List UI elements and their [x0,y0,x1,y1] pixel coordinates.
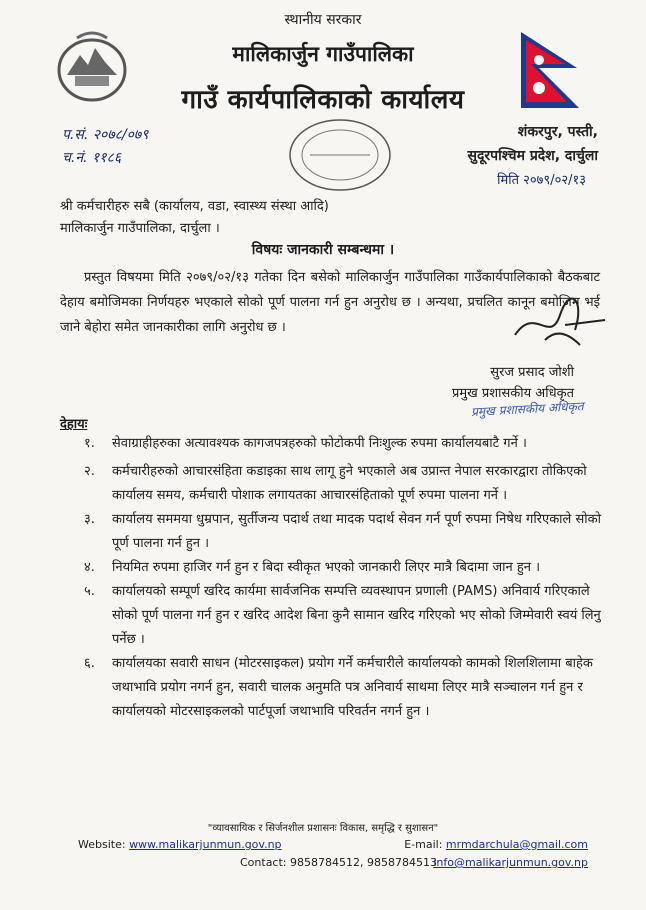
header-municipality: मालिकार्जुन गाउँपालिका [232,42,414,66]
subject-line: विषयः जानकारी सम्बन्धमा । [251,242,395,258]
footer-email [404,838,588,851]
body-paragraph: प्रस्तुत विषयमा मिति २०७९/०२/१३ गतेका दिन बसेको मालिकार्जुन गाउँपालिका गाउँकार्यपालिकाको बैठकबाट देहाय बमोजिमका निर्णयहरु भएकाले सोको पूर्ण पालना गर्न हुन अनुरोध छ । अन्यथा, प्रचलित कानून बमोजिम भई जाने बेहोरा समेत जानकारीका लागि अनुरोध छ । [60,270,600,335]
list-item [84,580,604,652]
info-email-link[interactable]: info@malikarjunmun.gov.np [433,856,588,869]
addressee-line2: मालिकार्जुन गाउँपालिका, दार्चुला । [60,221,220,236]
list-item [84,652,604,724]
ref-cn: च.नं. ११८६ [62,150,122,166]
ref-ps: प.सं. २०७८/०७९ [62,127,149,143]
letter-date: मिति २०७९/०२/१३ [497,173,586,188]
header-local-government: स्थानीय सरकार [284,12,362,28]
footer-website [78,838,282,851]
point-text: कार्यालयका सवारी साधन (मोटरसाइकल) प्रयोग गर्ने कर्मचारीले कार्यालयको कामको शिलशिलामा बाहेक जथाभावि प्रयोग नगर्न हुन, सवारी चालक अनुमति पत्र अनिवार्य साथमा लिएर मात्रै सञ्चालन गर्न हुन र कार्यालयको मोटरसाइकलको पार्टपूर्जा जथाभावि परिवर्तन नगर्न हुन । [112,656,593,719]
list-item [84,432,604,456]
signature-icon [505,295,615,355]
list-item [84,508,604,556]
point-text: कार्यालय सममया धुम्रपान, सुर्तीजन्य पदार्थ तथा मादक पदार्थ सेवन गर्न पूर्ण रुपमा निषेध गरिएकाले सोको पूर्ण पालना गर्न हुन । [112,512,601,551]
footer-contact: Contact: 9858784512, 9858784513 [240,856,437,869]
point-text: कर्मचारीहरुको आचारसंहिता कडाइका साथ लागू हुने भएकाले अब उप्रान्त नेपाल सरकारद्वारा तोकिएको कार्यालय समय, कर्मचारी पोशाक लगायतका आचारसंहिताको पूर्ण रुपमा पालना गर्ने । [112,464,587,503]
place-line1: शंकरपुर, पस्ती, [517,124,598,140]
signatory-name: सुरज प्रसाद जोशी [490,365,574,380]
point-text: कार्यालयको सम्पूर्ण खरिद कार्यमा सार्वजनिक सम्पत्ति व्यवस्थापन प्रणाली (PAMS) अनिवार्य गरिएकाले सोको पूर्ण पालना गर्न हुन र खरिद आदेश बिना कुनै सामान खरिद गरिएको भए सोको जिम्मेवारी स्वयं लिनु पर्नेछ । [112,584,601,647]
email-link[interactable]: mrmdarchula@gmail.com [445,838,588,851]
signatory-stamp: प्रमुख प्रशासकीय अधिकृत [471,399,585,419]
list-item [84,556,604,580]
point-number: १. [84,436,95,451]
point-number: २. [84,464,95,479]
point-number: ५. [84,584,95,599]
points-heading: देहायः [60,417,88,432]
point-text: नियमित रुपमा हाजिर गर्न हुन र बिदा स्वीकृत भएको जानकारी लिएर मात्रै बिदामा जान हुन । [112,560,541,575]
point-number: ६. [84,656,95,671]
list-item [84,460,604,508]
website-link[interactable]: www.malikarjunmun.gov.np [129,838,282,851]
signatory-title: प्रमुख प्रशासकीय अधिकृत [451,386,574,401]
place-line2: सुदूरपश्चिम प्रदेश, दार्चुला [467,148,598,164]
addressee-line1: श्री कर्मचारीहरु सबै (कार्यालय, वडा, स्वास्थ्य संस्था आदि) [60,199,329,214]
header-office: गाउँ कार्यपालिकाको कार्यालय [181,85,465,115]
footer-slogan: "व्यावसायिक र सिर्जनशील प्रशासनः विकास, समृद्धि र सुशासन" [207,823,439,834]
point-number: ४. [84,560,95,575]
website-label: Website: [78,838,126,851]
office-stamp-icon [285,115,395,195]
point-text: सेवाग्राहीहरुका अत्यावश्यक कागजपत्रहरुको फोटोकपी निःशुल्क रुपमा कार्यालयबाटै गर्ने । [112,436,527,451]
point-number: ३. [84,512,95,527]
email-label: E-mail: [404,838,443,851]
